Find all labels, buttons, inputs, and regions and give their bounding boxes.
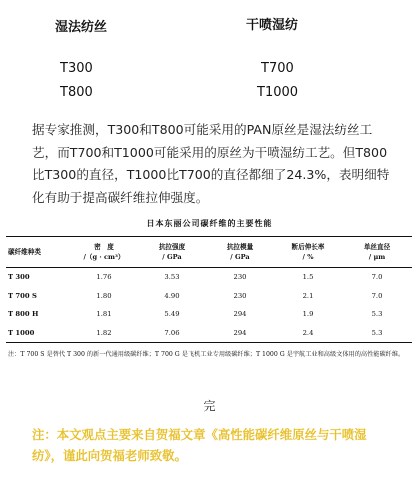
table-row — [6, 287, 412, 306]
wet-grade-t300: T300 — [60, 61, 93, 76]
header-density: 密 度 /（g · cm³） — [70, 237, 138, 268]
cell-tensile-strength: 5.49 — [164, 310, 180, 319]
cell-tensile-strength: 4.90 — [164, 291, 180, 300]
cell-grade: T 1000 — [6, 324, 70, 343]
cell-elongation: 1.5 — [302, 273, 314, 282]
cell-tensile-modulus: 294 — [233, 310, 247, 319]
cell-elongation: 2.1 — [302, 291, 314, 300]
table-title: 日本东丽公司碳纤维的主要性能 — [146, 218, 273, 228]
cell-grade: T 300 — [8, 273, 30, 282]
table-row — [6, 324, 412, 343]
source-note: 注：本文观点主要来自贺福文章《高性能碳纤维原丝与干喷湿纺》，谨此向贺福老师致敬。 — [32, 427, 367, 463]
cell-tensile-strength: 7.06 — [138, 324, 206, 343]
header-elongation: 断后伸长率 / % — [274, 237, 342, 268]
fiber-properties-table — [6, 236, 412, 343]
dry-jet-wet-spinning-heading: 干喷湿纺 — [246, 18, 299, 33]
cell-grade: T 800 H — [8, 310, 39, 319]
header-tensile-modulus: 抗拉模量 / GPa — [206, 237, 274, 268]
cell-density: 1.76 — [96, 273, 112, 282]
cell-density: 1.81 — [96, 310, 112, 319]
cell-grade: T 700 S — [8, 291, 37, 300]
cell-elongation: 1.9 — [302, 310, 314, 319]
cell-tensile-modulus: 230 — [233, 273, 247, 282]
cell-tensile-modulus: 294 — [206, 324, 274, 343]
header-fiber-type: 碳纤维种类 — [6, 237, 70, 268]
table-header-row — [6, 237, 412, 268]
analysis-paragraph: 据专家推测，T300和T800可能采用的PAN原丝是湿法纺丝工艺，而T700和T1000可能采用的原丝为干喷湿纺工艺。但T800比T300的直径，T1000比T700的直径都细了24.3%，表明细特化有助于提高碳纤维拉伸强度。 — [32, 122, 390, 205]
cell-density: 1.80 — [96, 291, 112, 300]
cell-diameter: 7.0 — [371, 273, 383, 282]
dry-grade-t1000: T1000 — [257, 85, 299, 100]
table-footnote: 注：T 700 S 是替代 T 300 的新一代通用级碳纤维；T 700 G 是飞机工业专用级碳纤维；T 1000 G 是宇航工业和高级文体用的高性能碳纤维。 — [8, 351, 405, 358]
wet-grade-t800: T800 — [60, 85, 93, 100]
cell-elongation: 2.4 — [274, 324, 342, 343]
cell-diameter: 7.0 — [371, 291, 383, 300]
cell-tensile-strength: 3.53 — [164, 273, 180, 282]
cell-tensile-modulus: 230 — [233, 291, 247, 300]
table-row — [6, 268, 412, 287]
header-filament-diameter: 单丝直径 / μm — [342, 237, 412, 268]
dry-grade-t700: T700 — [261, 61, 294, 76]
cell-density: 1.82 — [70, 324, 138, 343]
cell-diameter: 5.3 — [342, 324, 412, 343]
table-row — [6, 305, 412, 324]
wet-spinning-heading: 湿法纺丝 — [55, 20, 108, 35]
header-tensile-strength: 抗拉强度 / GPa — [138, 237, 206, 268]
end-mark: 完 — [203, 399, 216, 413]
cell-diameter: 5.3 — [371, 310, 383, 319]
